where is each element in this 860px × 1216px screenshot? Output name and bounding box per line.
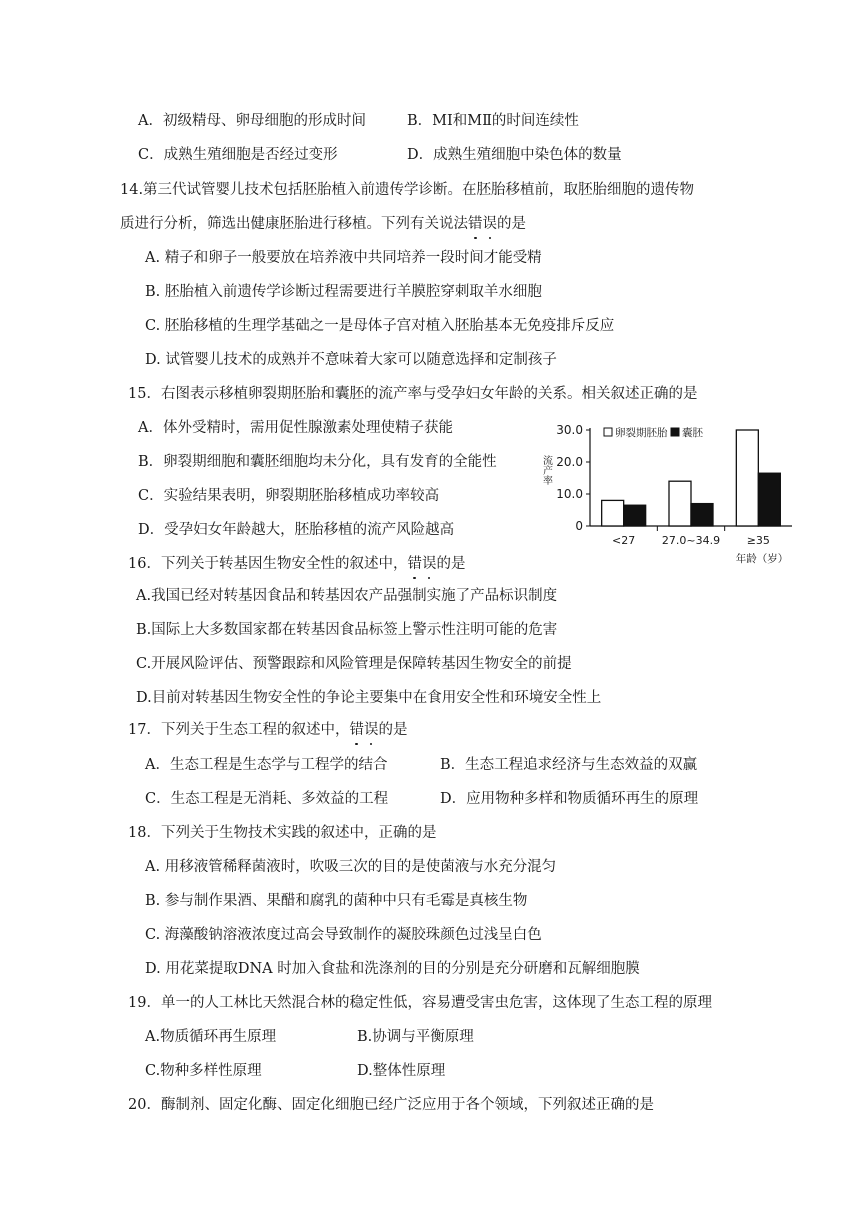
y-tick-label: 10.0	[556, 487, 583, 501]
q17-stem-text: 的是	[378, 722, 408, 738]
bar	[624, 505, 646, 526]
legend-label: 卵裂期胚胎	[615, 427, 668, 439]
q17-option-a: A．生态工程是生态学与工程学的结合	[145, 757, 388, 773]
q18-option-a: A. 用移液管稀释菌液时，吹吸三次的目的是使菌液与水充分混匀	[145, 859, 557, 875]
emphasis-char: 误	[363, 722, 379, 738]
q16-option-b: B.国际上大多数国家都在转基因食品标签上警示性注明可能的危害	[136, 622, 558, 638]
q15-option-a: A．体外受精时，需用促性腺激素处理使精子获能	[138, 420, 453, 436]
y-axis-label: 流产率	[540, 455, 552, 485]
bar	[736, 430, 758, 526]
bar	[691, 504, 713, 526]
bar	[602, 500, 624, 526]
q15-option-d: D．受孕妇女年龄越大，胚胎移植的流产风险越高	[138, 522, 455, 538]
q18-option-b: B. 参与制作果酒、果醋和腐乳的菌种中只有毛霉是真核生物	[145, 893, 528, 909]
q19-option-d: D.整体性原理	[357, 1063, 446, 1079]
bar	[669, 481, 691, 526]
x-tick-label: <27	[612, 534, 636, 547]
q17-stem-text: 17．下列关于生态工程的叙述中，	[128, 722, 350, 738]
q17-option-b: B．生态工程追求经济与生态效益的双赢	[440, 757, 698, 773]
q16-option-c: C.开展风险评估、预警跟踪和风险管理是保障转基因生物安全的前提	[136, 656, 572, 672]
q16-option-a: A.我国已经对转基因食品和转基因农产品强制实施了产品标识制度	[136, 588, 558, 604]
q19-option-c: C.物种多样性原理	[145, 1063, 262, 1079]
q18-option-d: D. 用花菜提取DNA 时加入食盐和洗涤剂的目的分别是充分研磨和瓦解细胞膜	[145, 961, 640, 977]
q13-option-c: C．成熟生殖细胞是否经过变形	[138, 147, 338, 163]
q16-option-d: D.目前对转基因生物安全性的争论主要集中在食用安全性和环境安全性上	[136, 690, 602, 706]
x-tick-label: ≥35	[746, 534, 770, 547]
q16-stem-text: 16．下列关于转基因生物安全性的叙述中，	[128, 556, 408, 572]
y-tick-label: 20.0	[556, 455, 583, 469]
q18-stem: 18．下列关于生物技术实践的叙述中，正确的是	[128, 825, 437, 841]
chart-bars	[602, 430, 781, 526]
q13-option-a: A．初级精母、卵母细胞的形成时间	[138, 113, 366, 129]
q17-option-d: D．应用物种多样和物质循环再生的原理	[440, 791, 699, 807]
emphasis-char: 错	[349, 722, 364, 738]
q14-stem-text: 的是	[497, 216, 526, 232]
y-tick-label: 0	[575, 519, 583, 533]
q13-option-b: B．MⅠ和MⅡ的时间连续性	[407, 113, 579, 129]
legend-swatch	[671, 428, 679, 436]
q15-stem: 15．右图表示移植卵裂期胚胎和囊胚的流产率与受孕妇女年龄的关系。相关叙述正确的是	[128, 386, 698, 402]
q14-stem-line1: 14.第三代试管婴儿技术包括胚胎植入前遗传学诊断。在胚胎移植前，取胚胎细胞的遗传物	[120, 182, 695, 198]
q14-stem-text: 质进行分析，筛选出健康胚胎进行移植。下列有关说法	[120, 216, 468, 232]
q19-option-b: B.协调与平衡原理	[357, 1029, 474, 1045]
q15-option-c: C．实验结果表明，卵裂期胚胎移植成功率较高	[138, 488, 440, 504]
q20-stem: 20．酶制剂、固定化酶、固定化细胞已经广泛应用于各个领域，下列叙述正确的是	[128, 1097, 654, 1113]
x-axis-label: 年龄（岁）	[735, 553, 789, 565]
q17-stem	[128, 720, 407, 740]
bar	[758, 473, 780, 526]
q14-option-d: D. 试管婴儿技术的成熟并不意味着大家可以随意选择和定制孩子	[145, 352, 557, 368]
q15-option-b: B．卵裂期细胞和囊胚细胞均未分化，具有发育的全能性	[138, 454, 497, 470]
emphasis-char: 错	[468, 216, 483, 232]
x-tick-label: 27.0~34.9	[661, 534, 721, 547]
q19-option-a: A.物质循环再生原理	[145, 1029, 277, 1045]
chart-legend	[604, 426, 703, 439]
q18-option-c: C. 海藻酸钠溶液浓度过高会导致制作的凝胶珠颜色过浅呈白色	[145, 927, 542, 943]
miscarriage-rate-chart	[530, 418, 800, 568]
q14-option-c: C. 胚胎移植的生理学基础之一是母体子宫对植入胚胎基本无免疫排斥反应	[145, 318, 615, 334]
q14-stem-line2	[120, 214, 526, 234]
q19-stem: 19．单一的人工林比天然混合林的稳定性低，容易遭受害虫危害，这体现了生态工程的原理	[128, 995, 712, 1011]
q16-stem-text: 的是	[436, 556, 466, 572]
y-tick-label: 30.0	[556, 423, 583, 437]
emphasis-char: 误	[421, 556, 437, 572]
legend-label: 囊胚	[682, 427, 703, 439]
q16-stem	[128, 554, 465, 574]
emphasis-char: 误	[482, 216, 497, 232]
q17-option-c: C．生态工程是无消耗、多效益的工程	[145, 791, 389, 807]
q13-option-d: D．成熟生殖细胞中染色体的数量	[407, 147, 622, 163]
emphasis-char: 错	[407, 556, 422, 572]
q14-option-b: B. 胚胎植入前遗传学诊断过程需要进行羊膜腔穿刺取羊水细胞	[145, 284, 542, 300]
legend-swatch	[604, 428, 612, 436]
q14-option-a: A. 精子和卵子一般要放在培养液中共同培养一段时间才能受精	[145, 250, 542, 266]
